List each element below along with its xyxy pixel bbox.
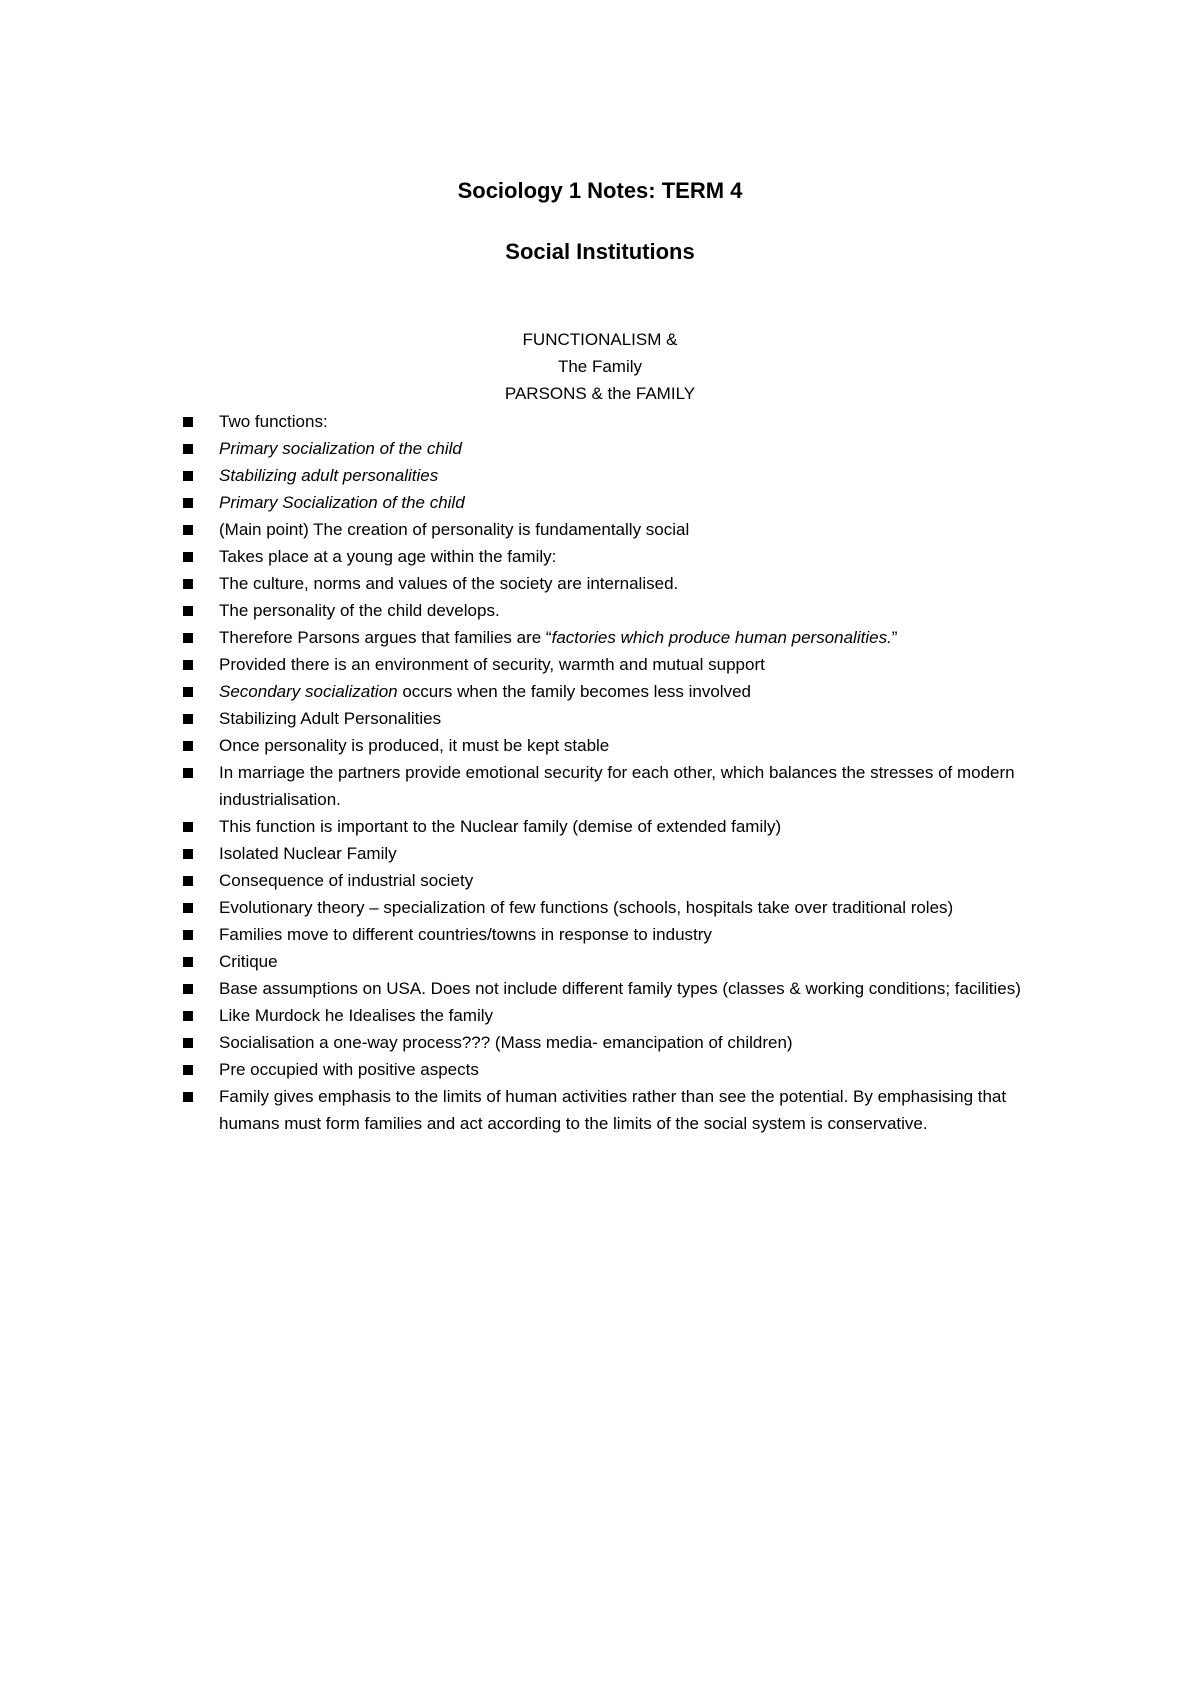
bullet-text: Families move to different countries/towns in response to industry xyxy=(219,925,712,944)
bullet-text: Socialisation a one-way process??? (Mass media- emancipation of children) xyxy=(219,1033,793,1052)
bullet-item xyxy=(183,759,1063,813)
document-subtitle: Social Institutions xyxy=(505,239,695,264)
bullet-text: Secondary socialization xyxy=(219,682,398,701)
bullet-text: The personality of the child develops. xyxy=(219,601,500,620)
bullet-item xyxy=(183,732,1063,759)
square-bullet-icon xyxy=(183,633,193,643)
bullet-text: occurs when the family becomes less involved xyxy=(397,682,751,701)
bullet-text: Family gives emphasis to the limits of human activities rather than see the potential. By emphasising that humans must form families and act according to the limits of the social system is conservative. xyxy=(219,1087,1007,1133)
square-bullet-icon xyxy=(183,498,193,508)
bullet-item xyxy=(183,813,1063,840)
square-bullet-icon xyxy=(183,903,193,913)
square-bullet-icon xyxy=(183,417,193,427)
square-bullet-icon xyxy=(183,849,193,859)
bullet-text: Stabilizing adult personalities xyxy=(219,466,439,485)
section-heading-parsons: PARSONS & the FAMILY xyxy=(504,384,696,403)
square-bullet-icon xyxy=(183,1065,193,1075)
bullet-text: factories which produce human personalities. xyxy=(551,628,892,647)
square-bullet-icon xyxy=(183,957,193,967)
bullet-text: Primary Socialization of the child xyxy=(219,493,465,512)
bullet-item xyxy=(183,840,1063,867)
bullet-text: Two functions: xyxy=(219,412,328,431)
bullet-item xyxy=(183,1002,1063,1029)
square-bullet-icon xyxy=(183,579,193,589)
bullet-text: ” xyxy=(891,628,898,647)
bullet-text: Stabilizing Adult Personalities xyxy=(219,709,442,728)
square-bullet-icon xyxy=(183,444,193,454)
bullet-item xyxy=(183,624,1063,651)
bullet-item xyxy=(183,867,1063,894)
bullet-item xyxy=(183,408,1063,435)
bullet-text: Pre occupied with positive aspects xyxy=(219,1060,479,1079)
bullet-item xyxy=(183,1083,1063,1137)
bullet-item xyxy=(183,435,1063,462)
square-bullet-icon xyxy=(183,1011,193,1021)
document-title: Sociology 1 Notes: TERM 4 xyxy=(457,178,743,203)
bullet-item xyxy=(183,678,1063,705)
bullet-text: Critique xyxy=(219,952,278,971)
bullet-item xyxy=(183,570,1063,597)
square-bullet-icon xyxy=(183,687,193,697)
bullet-item xyxy=(183,1029,1063,1056)
bullet-text: Takes place at a young age within the family: xyxy=(219,547,557,566)
bullet-item xyxy=(183,1056,1063,1083)
bullet-text: Provided there is an environment of security, warmth and mutual support xyxy=(219,655,765,674)
square-bullet-icon xyxy=(183,1038,193,1048)
bullet-text: Consequence of industrial society xyxy=(219,871,474,890)
bullet-text: This function is important to the Nuclear family (demise of extended family) xyxy=(219,817,782,836)
bullet-text: Evolutionary theory – specialization of few functions (schools, hospitals take over traditional roles) xyxy=(219,898,954,917)
bullet-text: Once personality is produced, it must be kept stable xyxy=(219,736,610,755)
bullet-text: (Main point) The creation of personality is fundamentally social xyxy=(219,520,690,539)
bullet-item xyxy=(183,705,1063,732)
bullet-text: Isolated Nuclear Family xyxy=(219,844,397,863)
square-bullet-icon xyxy=(183,1092,193,1102)
bullet-item xyxy=(183,975,1063,1002)
square-bullet-icon xyxy=(183,930,193,940)
square-bullet-icon xyxy=(183,471,193,481)
square-bullet-icon xyxy=(183,741,193,751)
bullet-item xyxy=(183,597,1063,624)
bullet-item xyxy=(183,516,1063,543)
bullet-item xyxy=(183,651,1063,678)
square-bullet-icon xyxy=(183,552,193,562)
bullet-text: Primary socialization of the child xyxy=(219,439,462,458)
square-bullet-icon xyxy=(183,984,193,994)
bullet-item xyxy=(183,543,1063,570)
bullet-item xyxy=(183,921,1063,948)
bullet-item xyxy=(183,489,1063,516)
square-bullet-icon xyxy=(183,876,193,886)
square-bullet-icon xyxy=(183,768,193,778)
bullet-item xyxy=(183,462,1063,489)
bullet-text: The culture, norms and values of the society are internalised. xyxy=(219,574,679,593)
square-bullet-icon xyxy=(183,714,193,724)
section-heading-family: The Family xyxy=(557,357,643,376)
bullet-item xyxy=(183,894,1063,921)
bullet-list xyxy=(183,408,1063,1137)
bullet-text: In marriage the partners provide emotional security for each other, which balances the stresses of modern industrialisation. xyxy=(219,763,1015,809)
section-heading-functionalism: FUNCTIONALISM & xyxy=(522,330,678,349)
square-bullet-icon xyxy=(183,660,193,670)
bullet-text: Like Murdock he Idealises the family xyxy=(219,1006,494,1025)
square-bullet-icon xyxy=(183,606,193,616)
bullet-text: Base assumptions on USA. Does not include different family types (classes & working conditions; facilities) xyxy=(219,979,1021,998)
square-bullet-icon xyxy=(183,822,193,832)
square-bullet-icon xyxy=(183,525,193,535)
bullet-item xyxy=(183,948,1063,975)
bullet-text: Therefore Parsons argues that families are “ xyxy=(219,628,552,647)
